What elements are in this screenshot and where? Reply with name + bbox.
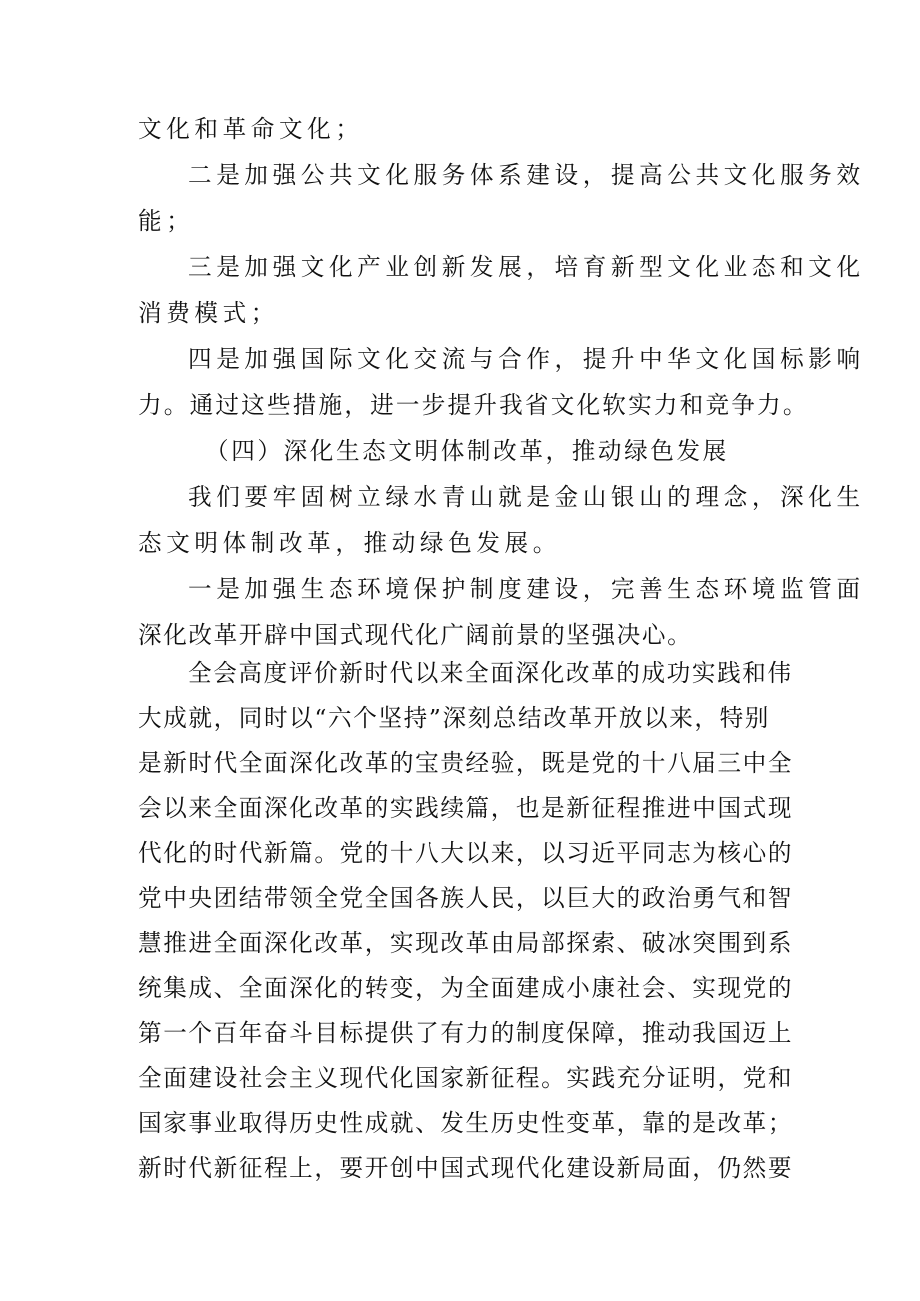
text-line-14: 大成就，同时以“六个坚持”深刻总结改革开放以来，特别 [138,704,770,732]
text-line-23: 国家事业取得历史性成就、发生历史性变革，靠的是改革； [138,1109,794,1137]
text-line-5: 消费模式； [138,299,279,327]
text-line-4: 三是加强文化产业创新发展，培育新型文化业态和文化 [188,253,865,281]
text-line-3: 能； [138,207,195,235]
text-line-9: 我们要牢固树立绿水青山就是金山银山的理念，深化生 [188,483,865,511]
text-line-24: 新时代新征程上，要开创中国式现代化建设新局面，仍然要 [138,1154,794,1182]
text-line-21: 第一个百年奋斗目标提供了有力的制度保障，推动我国迈上 [138,1019,794,1047]
text-line-13: 全会高度评价新时代以来全面深化改革的成功实践和伟 [188,659,793,687]
text-line-18: 党中央团结带领全党全国各族人民，以巨大的政治勇气和智 [138,884,794,912]
text-line-1: 文化和革命文化； [138,115,364,143]
text-line-12: 深化改革开辟中国式现代化广阔前景的坚强决心。 [138,621,693,649]
text-line-10: 态文明体制改革，推动绿色发展。 [138,529,561,557]
section-heading: （四）深化生态文明体制改革，推动绿色发展 [205,437,729,465]
text-line-7: 力。通过这些措施，进一步提升我省文化软实力和竞争力。 [138,391,809,419]
text-line-20: 统集成、全面深化的转变，为全面建成小康社会、实现党的 [138,974,794,1002]
text-line-11: 一是加强生态环境保护制度建设，完善生态环境监管面 [188,575,865,603]
text-line-22: 全面建设社会主义现代化国家新征程。实践充分证明，党和 [138,1064,794,1092]
text-line-19: 慧推进全面深化改革，实现改革由局部探索、破冰突围到系 [138,929,794,957]
text-line-17: 代化的时代新篇。党的十八大以来，以习近平同志为核心的 [138,839,794,867]
text-line-2: 二是加强公共文化服务体系建设，提高公共文化服务效 [188,161,865,189]
text-line-16: 会以来全面深化改革的实践续篇，也是新征程推进中国式现 [138,794,794,822]
text-line-6: 四是加强国际文化交流与合作，提升中华文化国标影响 [188,345,865,373]
text-line-15: 是新时代全面深化改革的宝贵经验，既是党的十八届三中全 [138,749,794,777]
